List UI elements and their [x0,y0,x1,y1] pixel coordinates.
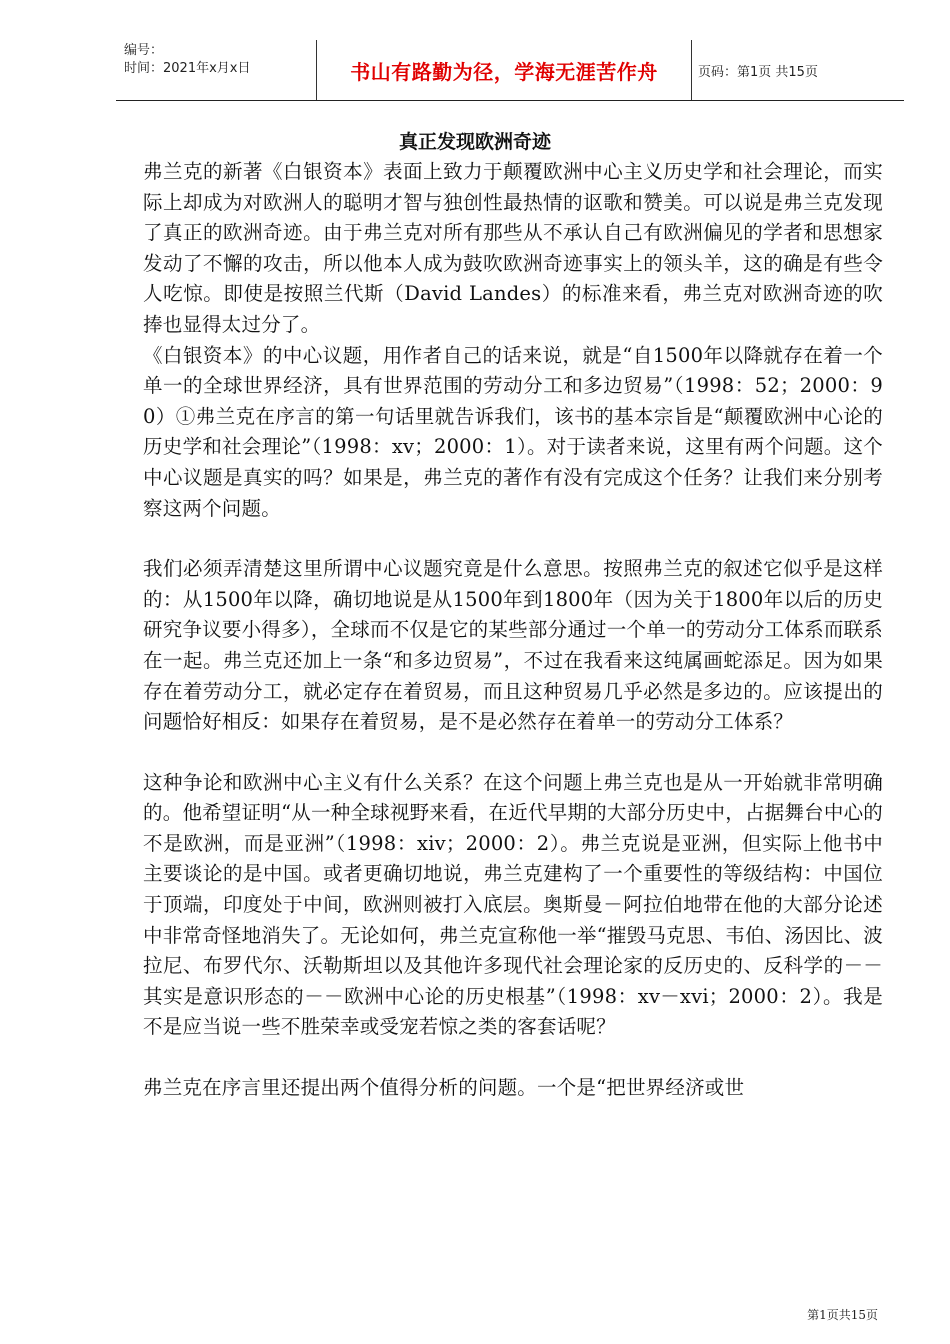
header-motto: 书山有路勤为径，学海无涯苦作舟 [316,40,692,100]
page-footer: 第1页共15页 [807,1308,878,1322]
paragraph-1: 弗兰克的新著《白银资本》表面上致力于颠覆欧洲中心主义历史学和社会理论，而实际上却成为对欧洲人的聪明才智与独创性最热情的讴歌和赞美。可以说是弗兰克发现了真正的欧洲奇迹。由于弗兰克对所有那些从不承认自己有欧洲偏见的学者和思想家发动了不懈的攻击，所以他本人成为鼓吹欧洲奇迹事实上的领头羊，这的确是有些令人吃惊。即使是按照兰代斯（David Landes）的标准来看，弗兰克对欧洲奇迹的吹捧也显得太过分了。 [143,160,883,336]
page-header [116,40,904,101]
header-page-label: 页码：第1页 共15页 [698,64,818,80]
paragraph-spacer [143,524,883,554]
paragraph-spacer [143,1043,883,1073]
document-body [143,157,883,1104]
document-time-label: 时间：2021年x月x日 [124,61,251,76]
paragraph-5: 弗兰克在序言里还提出两个值得分析的问题。一个是“把世界经济或世 [143,1076,745,1100]
paragraph-spacer [143,738,883,768]
paragraph-3: 我们必须弄清楚这里所谓中心议题究竟是什么意思。按照弗兰克的叙述它似乎是这样的：从1500年以降，确切地说是从1500年到1800年（因为关于1800年以后的历史研究争议要小得多），全球而不仅是它的某些部分通过一个单一的劳动分工体系而联系在一起。弗兰克还加上一条“和多边贸易”，不过在我看来这纯属画蛇添足。因为如果存在着劳动分工，就必定存在着贸易，而且这种贸易几乎必然是多边的。应该提出的问题恰好相反：如果存在着贸易，是不是必然存在着单一的劳动分工体系？ [143,557,883,734]
paragraph-2: 《白银资本》的中心议题，用作者自己的话来说，就是“自1500年以降就存在着一个单一的全球世界经济，具有世界范围的劳动分工和多边贸易”（1998：52；2000：90）①弗兰克在序言的第一句话里就告诉我们，该书的基本宗旨是“颠覆欧洲中心论的历史学和社会理论”（1998：xv；2000：1）。对于读者来说，这里有两个问题。这个中心议题是真实的吗？如果是，弗兰克的著作有没有完成这个任务？让我们来分别考察这两个问题。 [143,343,883,520]
document-number-label: 编号： [124,43,164,58]
paragraph-4: 这种争论和欧洲中心主义有什么关系？在这个问题上弗兰克也是从一开始就非常明确的。他希望证明“从一种全球视野来看，在近代早期的大部分历史中，占据舞台中心的不是欧洲，而是亚洲”（1998：xiv；2000：2）。弗兰克说是亚洲，但实际上他书中主要谈论的是中国。或者更确切地说，弗兰克建构了一个重要性的等级结构：中国位于顶端，印度处于中间，欧洲则被打入底层。奥斯曼－阿拉伯地带在他的大部分论述中非常奇怪地消失了。无论如何，弗兰克宣称他一举“摧毁马克思、韦伯、汤因比、波拉尼、布罗代尔、沃勒斯坦以及其他许多现代社会理论家的反历史的、反科学的－－其实是意识形态的－－欧洲中心论的历史根基”（1998：xv－xvi；2000：2）。我是不是应当说一些不胜荣幸或受宠若惊之类的客套话呢？ [143,770,883,1039]
header-meta [116,40,316,100]
document-title: 真正发现欧洲奇迹 [398,131,551,153]
